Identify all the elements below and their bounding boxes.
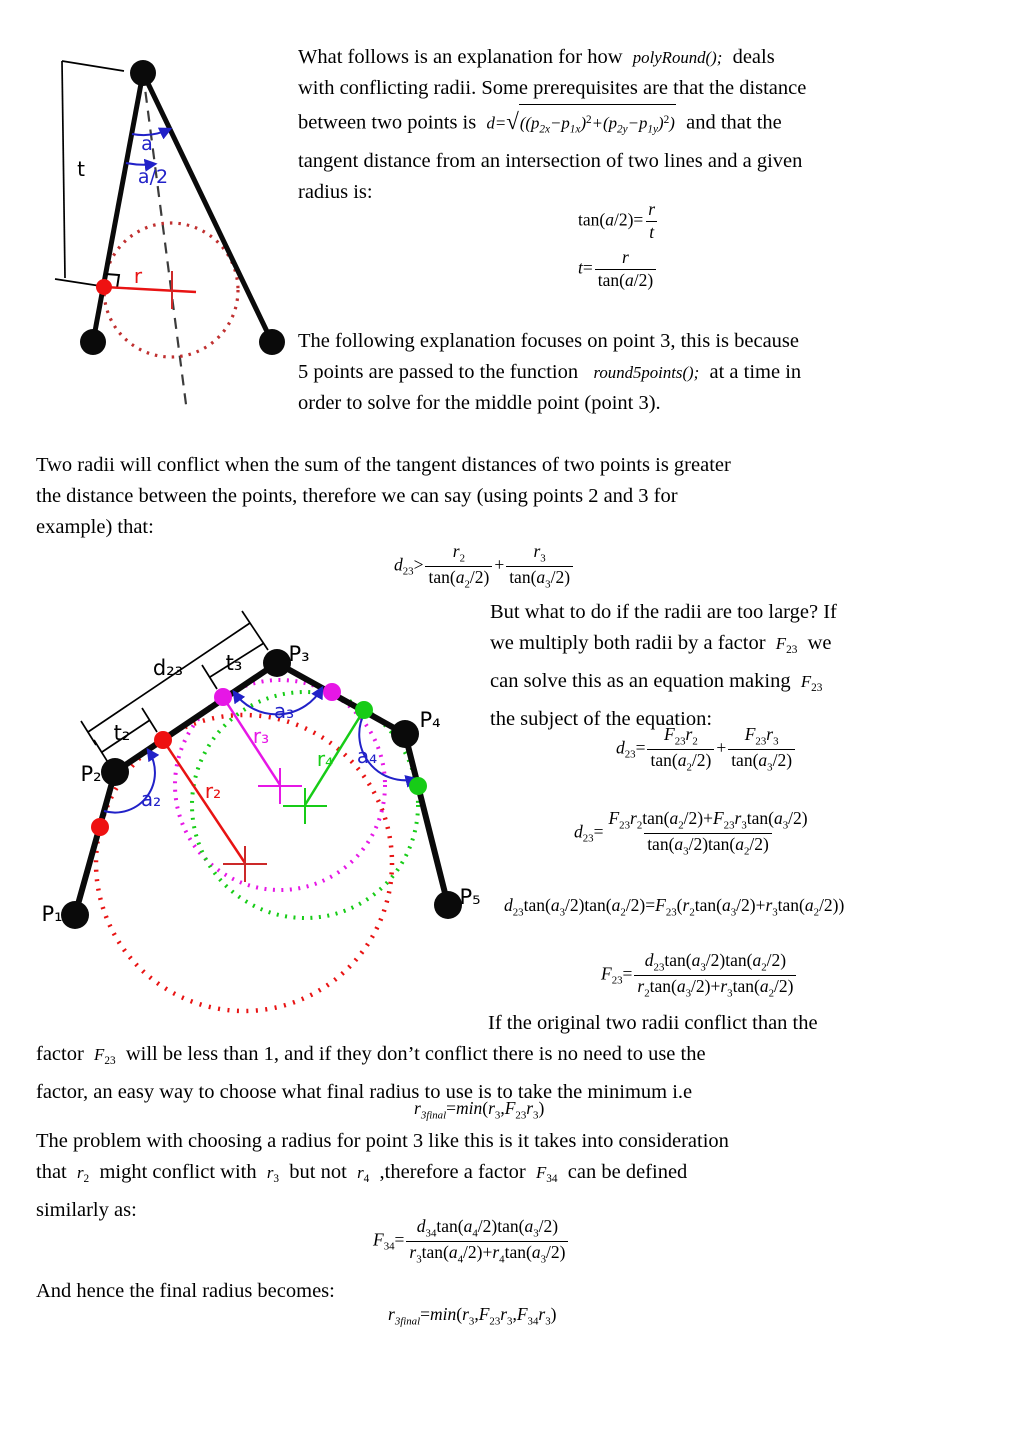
paragraph-hence: And hence the final radius becomes: [36, 1280, 335, 1302]
formula-tangent-distance: t= $\frac{r}{\tan(a/2)}$ [578, 247, 658, 292]
paragraph-intro: What follows is an explanation for how polyRound(); deals with conflicting radii. Some prerequisites are that the distance between two points is $d=√((p2x-p1x)^2+(p2y-p1y)^2)$ and that the tangent distance from an intersection of two lines and a given radius is: [298, 46, 807, 203]
r4-tangent-dot [355, 701, 373, 719]
formula-r3final-min: $r_{3final}=\min(r_3,F_{23}r_3)$ [414, 1098, 545, 1122]
formula-d23-inequality: $d_{23}>$ $\frac{r_2}{\tan(a_2/2)}$ + $\frac{r_3}{\tan(a_3/2)}$ [394, 541, 575, 592]
d23-label: d₂₃ [152, 656, 184, 680]
tangent-distance-diagram [30, 40, 320, 420]
r3-label: r₃ [252, 724, 270, 748]
r3-tangent-dot [214, 688, 232, 706]
p1-label: P₁ [41, 902, 63, 926]
d23-t3-dimension-tick-right [242, 611, 268, 650]
r3-radius-line [223, 697, 280, 785]
p4-dot [391, 720, 419, 748]
t2-dimension-tick-right [142, 708, 157, 732]
formula-d23-expanded: $d_{23}\tan(a_3/2)\tan(a_2/2)=F_{23}(r_2\tan(a_3/2)+r_3\tan(a_2/2))$ [504, 895, 845, 919]
radius-r-label: r [133, 264, 143, 288]
p2-dot [101, 758, 129, 786]
t3-label: t₃ [225, 651, 243, 675]
p3-dot [263, 649, 291, 677]
tangent-point-dot [96, 279, 112, 295]
angle-a-label: a [141, 133, 153, 155]
formula-tan-half: tan(a/2)= $\frac{r}{t}$ [578, 199, 660, 244]
r2-tangent-dot [91, 818, 109, 836]
angle-a-half-label: a/2 [137, 166, 169, 188]
t2-label: t₂ [113, 721, 131, 745]
formula-d23-with-factor: $d_{23}=$ $\frac{F_{23}r_2}{\tan(a_2/2)}$ + $\frac{F_{23}r_3}{\tan(a_3/2)}$ [616, 724, 797, 775]
t-dimension-tick-top [62, 61, 124, 71]
paragraph-too-large: But what to do if the radii are too large? If we multiply both radii by a factor F23 we can solve this as an equation making F23 the subject of the equation: [490, 601, 837, 730]
p5-label: P₅ [459, 885, 481, 909]
polyline-radii-diagram [30, 588, 505, 1035]
r3-tangent-dot [323, 683, 341, 701]
paragraph-problem: The problem with choosing a radius for point 3 like this is it takes into consideration that r2 might conflict with r3 but not r4 ,therefore a factor F34 can be defined similarly as: [36, 1130, 729, 1221]
vertex-dot [80, 329, 106, 355]
a3-label: a₃ [273, 699, 295, 723]
p3-label: P₃ [288, 642, 310, 666]
r4-label: r₄ [316, 747, 334, 771]
paragraph-focus-point3: The following explanation focuses on point 3, this is because 5 points are passed to the function round5points(); at a time in order to solve for the middle point (point 3). [298, 330, 802, 414]
r2-tangent-dot [154, 731, 172, 749]
t-dimension-line [62, 61, 65, 278]
r2-label: r₂ [204, 779, 222, 803]
t2-dimension-tick-left [94, 740, 109, 764]
vertex-dot [130, 60, 156, 86]
p2-label: P₂ [80, 762, 102, 786]
left-segment [93, 73, 143, 342]
paragraph-radii-conflict: Two radii will conflict when the sum of the tangent distances of two points is greater the distance between the points, therefore we can say (using points 2 and 3 for example) that: [36, 454, 731, 538]
p5-dot [434, 891, 462, 919]
formula-d23-combined: $d_{23}=$ $\frac{F_{23}r_2\tan(a_2/2)+F_{23}r_3\tan(a_3/2)}{\tan(a_3/2)\tan(a_2/2)}$ [574, 808, 808, 858]
vertex-dot [259, 329, 285, 355]
formula-f34: $F_{34}=$ $\frac{d_{34}\tan(a_4/2)\tan(a_3/2)}{r_3\tan(a_4/2)+r_4\tan(a_3/2)}$ [373, 1216, 570, 1267]
a2-label: a₂ [140, 787, 162, 811]
a4-label: a₄ [356, 744, 378, 768]
d23-dimension-tick-left [81, 721, 96, 745]
r4-tangent-dot [409, 777, 427, 795]
t3-dimension-tick-left [202, 665, 217, 689]
t-label: t [77, 157, 85, 181]
paragraph-original-conflict: If the original two radii conflict than the factor F23 will be less than 1, and if they don’t conflict there is no need to use the factor, an easy way to choose what final radius to use is to take the minimum i.e [36, 1012, 818, 1103]
p1-dot [61, 901, 89, 929]
radius-r-line [104, 287, 196, 292]
p4-label: P₄ [419, 708, 441, 732]
formula-r3final-full: $r_{3final}=\min(r_3,F_{23}r_3,F_{34}r_3)$ [388, 1304, 557, 1328]
formula-f23: $F_{23}=$ $\frac{d_{23}\tan(a_3/2)\tan(a_2/2)}{r_2\tan(a_3/2)+r_3\tan(a_2/2)}$ [601, 950, 798, 1001]
r4-radius-line [305, 710, 364, 805]
right-segment [143, 73, 272, 342]
angle-a-half-arc [126, 163, 155, 165]
